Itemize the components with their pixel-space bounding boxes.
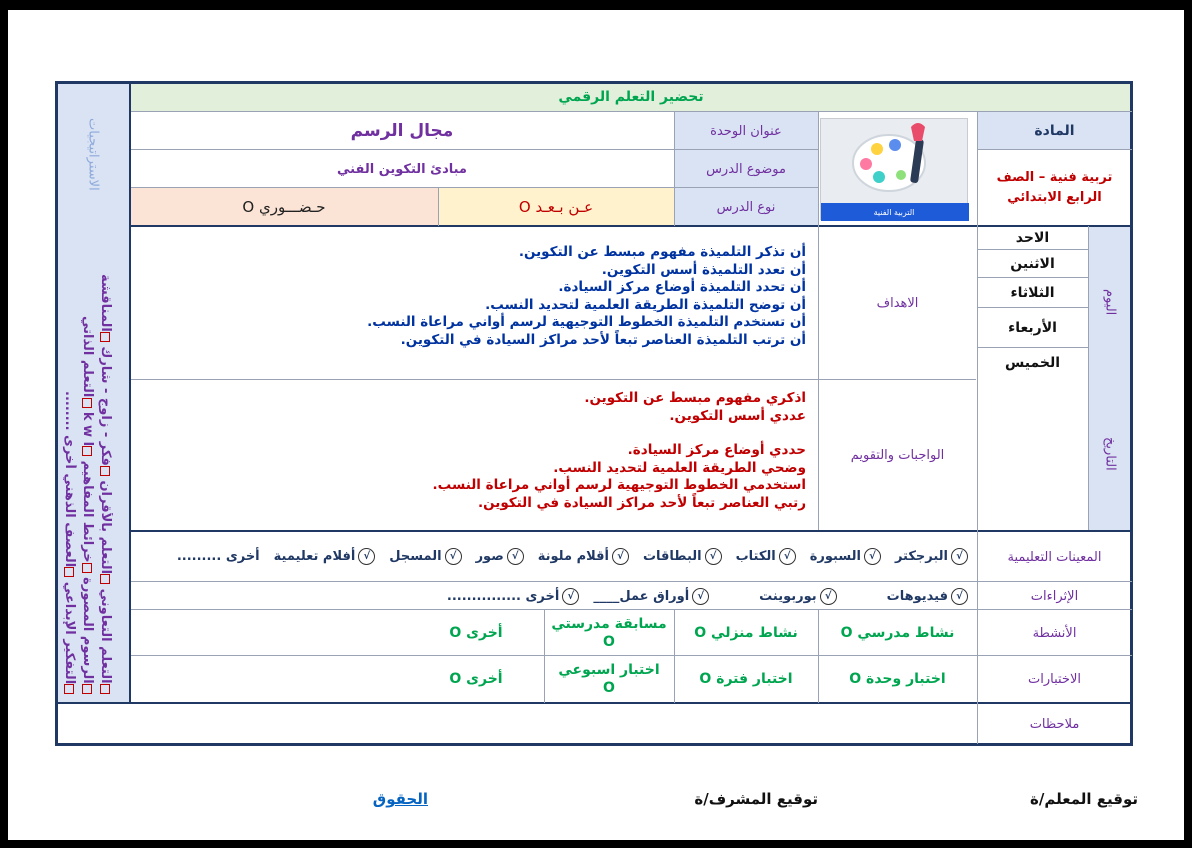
check-icon: √ <box>507 548 524 565</box>
homework-item: حددي أوضاع مركز السيادة. <box>627 442 806 458</box>
objectives-list <box>138 244 806 349</box>
checkbox-icon[interactable] <box>100 332 110 342</box>
homework-item: استخدمي الخطوط التوجيهية لرسم أواني مراعاة النسب. <box>432 477 806 493</box>
test-unit[interactable]: اختبار وحدة O <box>849 671 946 687</box>
strategies-column-1 <box>98 234 113 694</box>
homework-item: عددي أسس التكوين. <box>669 407 806 424</box>
check-icon: √ <box>705 548 722 565</box>
activity-home[interactable]: نشاط منزلي O <box>694 625 798 641</box>
subject-value-line2: الرابع الابتدائي <box>1007 190 1102 205</box>
aid-recorder[interactable]: √المسجل <box>389 548 461 565</box>
objective-item: أن تحدد التلميذة أوضاع مركز السيادة. <box>558 279 806 295</box>
enrichment-row <box>308 584 968 608</box>
day-wednesday[interactable]: الأربعاء <box>1008 320 1057 336</box>
checkbox-icon[interactable] <box>64 567 74 577</box>
homework-label: الواجبات والتقويم <box>850 447 945 463</box>
checkbox-icon[interactable] <box>100 684 110 694</box>
subject-label: المادة <box>1034 123 1075 139</box>
homework-item <box>138 425 806 442</box>
enrichment-other[interactable]: √أخرى ............... <box>447 588 579 605</box>
checkbox-icon[interactable] <box>64 684 74 694</box>
test-term[interactable]: اختبار فترة O <box>699 671 793 687</box>
homework-item: وضحي الطريقة العلمية لتحديد النسب. <box>553 459 806 476</box>
aid-cards[interactable]: √البطاقات <box>643 548 722 565</box>
strategy-item: فكر - زاوج - شارك <box>98 346 113 467</box>
test-weekly[interactable]: اختبار اسبوعي O <box>558 662 660 696</box>
objective-item: أن تذكر التلميذة مفهوم مبسط عن التكوين. <box>518 244 806 260</box>
checkbox-icon[interactable] <box>82 398 92 408</box>
rights-link[interactable]: الحقوق <box>372 790 428 808</box>
day-label: اليوم <box>1102 288 1118 316</box>
activity-other[interactable]: أخرى O <box>449 625 503 641</box>
objective-item: أن تعدد التلميذة أسس التكوين. <box>601 261 806 278</box>
notes-field[interactable] <box>56 704 977 744</box>
objective-item: أن توضح التلميذة الطريقة العلمية لتحديد النسب. <box>485 296 806 313</box>
day-monday[interactable]: الاثنين <box>1010 256 1055 272</box>
objective-item: أن تستخدم التلميذة الخطوط التوجيهية لرسم أواني مراعاة النسب. <box>367 314 806 330</box>
strategies-column-2 <box>80 234 95 694</box>
notes-label: ملاحظات <box>1029 716 1080 732</box>
objectives-label: الاهداف <box>876 295 919 311</box>
checkbox-icon[interactable] <box>82 446 92 456</box>
lesson-label: موضوع الدرس <box>706 161 786 177</box>
strategy-item: k w l <box>80 412 95 447</box>
aid-other[interactable]: أخرى ......... <box>176 548 260 564</box>
check-icon: √ <box>692 588 709 605</box>
unit-value: مجال الرسم <box>350 121 454 141</box>
activity-competition[interactable]: مسابقة مدرستي O <box>551 616 667 650</box>
check-icon: √ <box>951 548 968 565</box>
objective-item: أن ترتب التلميذة العناصر تبعاً لأحد مراكز السيادة في التكوين. <box>400 331 806 348</box>
activity-school[interactable]: نشاط مدرسي O <box>840 625 955 641</box>
inperson-option[interactable]: حـضـــوري O <box>242 198 326 216</box>
strategy-item: العصف الذهني <box>62 473 77 567</box>
strategies-column-3 <box>62 234 77 694</box>
page-title: تحضير التعلم الرقمي <box>558 89 704 105</box>
homework-item: اذكري مفهوم مبسط عن التكوين. <box>584 390 806 406</box>
strategy-item: خرائط المفاهيم <box>80 460 95 563</box>
lesson-plan-page <box>8 10 1184 840</box>
aids-row <box>138 544 968 568</box>
day-tuesday[interactable]: الثلاثاء <box>1010 285 1055 301</box>
subject-value <box>977 150 1132 226</box>
check-icon: √ <box>864 548 881 565</box>
check-icon: √ <box>779 548 796 565</box>
aid-book[interactable]: √الكتاب <box>736 548 796 565</box>
test-other[interactable]: أخرى O <box>449 671 503 687</box>
aid-projector[interactable]: √البرجكتر <box>895 548 968 565</box>
enrichment-worksheets[interactable]: √أوراق عمل____ <box>593 588 709 605</box>
strategy-item: التفكير الإبداعي <box>62 581 77 684</box>
checkbox-icon[interactable] <box>82 563 92 573</box>
check-icon: √ <box>358 548 375 565</box>
tests-label: الاختبارات <box>1028 671 1081 687</box>
day-sunday[interactable]: الاحد <box>1015 230 1050 246</box>
checkbox-icon[interactable] <box>100 466 110 476</box>
aid-board[interactable]: √السبورة <box>810 548 881 565</box>
activities-label: الأنشطة <box>1032 625 1077 641</box>
enrichment-powerpoint[interactable]: √بوربوينت <box>759 588 837 605</box>
enrichment-videos[interactable]: √فيديوهات <box>887 588 968 605</box>
strategy-item: التعلم الذاتي <box>80 316 95 398</box>
aid-colored-pens[interactable]: √أقلام ملونة <box>538 548 629 565</box>
lesson-value: مبادئ التكوين الفني <box>337 161 467 177</box>
strategies-title: الاستراتيجيات <box>85 117 101 191</box>
strategy-item: أخرى ........ <box>62 390 77 469</box>
day-thursday[interactable]: الخميس <box>1004 355 1061 371</box>
check-icon: √ <box>612 548 629 565</box>
check-icon: √ <box>820 588 837 605</box>
aid-pictures[interactable]: √صور <box>476 548 524 565</box>
logo-caption: التربية الفنية <box>873 207 915 217</box>
check-icon: √ <box>445 548 462 565</box>
date-label: التاريخ <box>1102 437 1118 471</box>
subject-value-line1: تربية فنية – الصف <box>996 170 1113 185</box>
teacher-signature: توقيع المعلم/ة <box>1030 790 1138 808</box>
check-icon: √ <box>562 588 579 605</box>
unit-label: عنوان الوحدة <box>710 123 782 139</box>
enrichment-label: الإثراءات <box>1030 588 1079 604</box>
lesson-type-label: نوع الدرس <box>716 199 776 215</box>
strategy-item: المناقشة <box>98 274 113 333</box>
checkbox-icon[interactable] <box>82 684 92 694</box>
strategy-item: الرسوم المصورة <box>80 577 95 684</box>
remote-option[interactable]: عـن بـعـد O <box>518 198 594 216</box>
homework-list <box>138 390 806 512</box>
aid-films[interactable]: √أفلام تعليمية <box>274 548 376 565</box>
art-logo-image <box>820 118 968 220</box>
strategy-item: التعلم التعاوني <box>98 589 113 684</box>
aids-label: المعينات التعليمية <box>1007 549 1102 565</box>
supervisor-signature: توقيع المشرف/ة <box>694 790 818 808</box>
checkbox-icon[interactable] <box>100 574 110 584</box>
homework-item: رتبي العناصر تبعاً لأحد مراكز السيادة في التكوين. <box>477 494 806 511</box>
check-icon: √ <box>951 588 968 605</box>
strategy-item: التعلم بالأقران <box>98 480 113 575</box>
